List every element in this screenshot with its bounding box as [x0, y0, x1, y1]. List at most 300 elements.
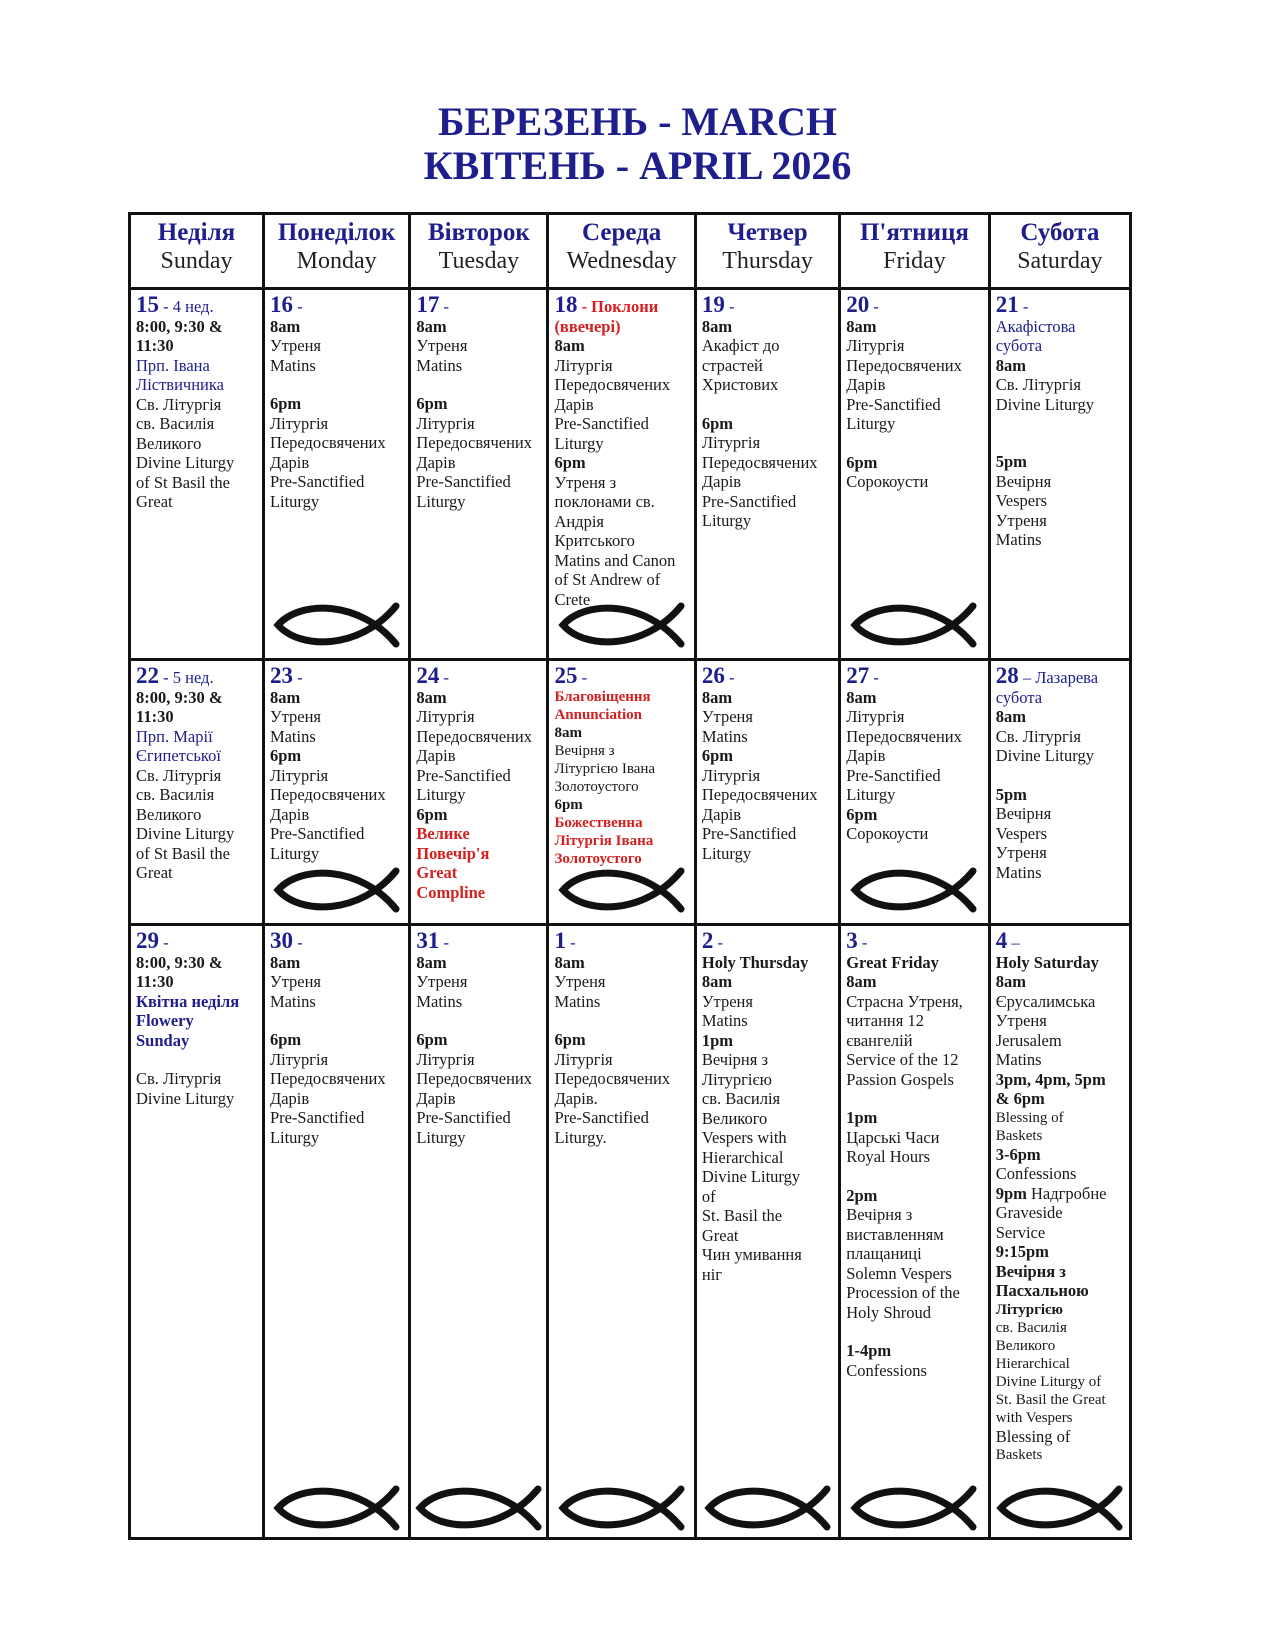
service-line: Утреня з — [554, 472, 617, 492]
service-line: Страсна Утреня, — [846, 991, 963, 1011]
service-line: Літургія — [416, 707, 475, 726]
day-number: 26 — [701, 663, 725, 688]
service-line: Дарів — [416, 746, 456, 765]
service-line: 3pm, 4pm, 5pm — [995, 1069, 1106, 1089]
day-heading — [554, 292, 689, 336]
ichthys-fish-icon — [557, 1485, 687, 1531]
service-line: Divine Liturgy — [136, 824, 235, 843]
service-line: Передосвячених — [701, 785, 818, 804]
service-line: субота — [995, 336, 1043, 355]
service-line: Дарів — [554, 394, 594, 414]
service-line: Літургія — [416, 413, 475, 433]
service-line: Pre-Sanctified — [701, 491, 797, 511]
service-line: Pre-Sanctified — [554, 1108, 649, 1127]
service-line: Liturgy — [701, 511, 752, 530]
service-line: Золотоустого — [554, 778, 639, 795]
weekday-ukrainian: П'ятниця — [859, 219, 969, 246]
service-line: Дарів — [416, 1088, 456, 1108]
calendar-day-cell — [840, 925, 990, 1539]
service-line: Сорокоусти — [846, 824, 929, 843]
service-line: Pre-Sanctified — [554, 414, 649, 433]
service-line: Great — [136, 492, 173, 511]
service-line: Передосвячених — [269, 433, 386, 452]
service-line: Royal Hours — [846, 1147, 931, 1166]
day-feast-label: - — [297, 668, 303, 687]
service-line: Pre-Sanctified — [846, 394, 941, 414]
service-line: 6pm — [554, 796, 583, 813]
ichthys-fish-icon — [849, 602, 979, 648]
service-line: 8am — [554, 724, 582, 741]
day-feast-label: - — [729, 297, 735, 316]
service-line: Pre-Sanctified — [416, 1108, 511, 1127]
weekday-header — [989, 214, 1130, 289]
service-line: Літургія — [554, 355, 613, 375]
service-line: Matins — [701, 1011, 748, 1030]
day-number: 25 — [554, 663, 578, 688]
service-line: Утреня — [416, 972, 468, 991]
service-line: Сорокоусти — [846, 472, 929, 491]
service-line: 11:30 — [136, 707, 174, 726]
service-line: Vespers — [995, 491, 1048, 510]
weekday-ukrainian: Субота — [1020, 219, 1100, 246]
service-line: Divine Liturgy — [136, 453, 235, 472]
service-line: Service — [995, 1222, 1046, 1242]
line-spacer — [846, 1322, 984, 1341]
service-line: 6pm — [701, 413, 734, 433]
calendar-day-cell — [410, 925, 548, 1539]
day-number: 16 — [269, 292, 293, 317]
service-line: 6pm — [416, 804, 448, 824]
day-number: 17 — [416, 292, 440, 317]
weekday-ukrainian: Неділя — [157, 219, 236, 246]
service-line: Передосвячених — [269, 1069, 386, 1088]
service-line: ніг — [701, 1264, 723, 1284]
service-line: Дарів — [269, 452, 310, 472]
service-line: Св. Літургія — [136, 394, 222, 414]
service-line: Matins — [416, 355, 463, 375]
day-heading — [701, 292, 834, 317]
service-line: Great — [701, 1225, 739, 1245]
calendar-day-cell — [130, 925, 264, 1539]
service-line: 8am — [554, 952, 585, 972]
service-line: Літургія — [269, 765, 329, 785]
service-line: 8am — [846, 687, 877, 707]
service-line: 6pm — [269, 1030, 302, 1049]
day-heading — [554, 928, 689, 953]
day-feast-label: - — [163, 933, 169, 952]
service-line: 8am — [416, 316, 447, 336]
service-line: Дарів — [701, 804, 742, 824]
service-line: Liturgy — [416, 491, 466, 511]
service-line: Holy Thursday — [701, 952, 809, 972]
service-line: Прп. Марії — [136, 726, 213, 746]
service-line: Liturgy — [846, 785, 896, 804]
service-line: Царські Часи — [846, 1127, 940, 1147]
day-feast-label: - Поклони (ввечері) — [554, 297, 659, 336]
ichthys-fish-icon — [557, 602, 687, 648]
service-line: 5pm — [995, 784, 1027, 804]
service-line: Divine Liturgy of — [995, 1373, 1102, 1390]
ichthys-fish-icon — [272, 1485, 402, 1531]
service-line: Передосвячених — [846, 726, 962, 746]
service-line: св. Василія — [136, 414, 215, 433]
service-line: 1-4pm — [846, 1341, 892, 1360]
line-spacer — [996, 766, 1125, 785]
service-line: Передосвячених — [554, 1069, 671, 1088]
calendar-day-cell — [695, 289, 839, 660]
day-feast-label: - 5 нед. — [163, 668, 214, 687]
service-line: Pre-Sanctified — [269, 824, 365, 843]
line-spacer — [996, 414, 1125, 433]
service-line: 1pm — [701, 1030, 734, 1050]
service-line: Liturgy — [269, 843, 320, 863]
weekday-ukrainian: Четвер — [727, 219, 808, 246]
service-line: Pre-Sanctified — [701, 824, 797, 843]
day-feast-label: - 4 нед. — [163, 297, 214, 316]
service-line: Золотоустого — [554, 850, 642, 867]
line-spacer — [416, 375, 542, 394]
service-line: Blessing of — [995, 1426, 1071, 1446]
service-line: Pre-Sanctified — [416, 472, 511, 491]
day-heading — [136, 663, 258, 688]
service-line: Літургія — [846, 336, 905, 355]
day-heading — [136, 928, 258, 953]
service-line: Вечірня — [995, 471, 1052, 491]
service-line: Христових — [701, 375, 779, 394]
weekday-header — [840, 214, 990, 289]
calendar-day-cell — [989, 289, 1130, 660]
line-spacer — [136, 1050, 258, 1069]
service-line: Matins — [995, 862, 1042, 882]
service-line: 6pm — [416, 1030, 448, 1049]
service-line: Акафістова — [995, 316, 1076, 336]
line-spacer — [554, 1011, 689, 1030]
service-line: Divine Liturgy — [701, 1167, 801, 1186]
service-line: св. Василія — [995, 1319, 1067, 1336]
ichthys-fish-icon — [557, 867, 687, 913]
service-line: Matins — [416, 991, 463, 1011]
service-line: 8:00, 9:30 & — [136, 952, 223, 972]
weekday-ukrainian: Вівторок — [428, 219, 530, 246]
service-line: Передосвячених — [554, 375, 671, 394]
day-feast-label: - — [717, 933, 723, 952]
service-line: Liturgy — [554, 433, 604, 453]
service-line: 5pm — [995, 452, 1027, 471]
service-line: Літургією — [995, 1301, 1063, 1318]
day-heading — [846, 663, 984, 688]
day-feast-label: - — [570, 933, 576, 952]
day-number: 29 — [136, 928, 159, 953]
service-line: Св. Літургія — [995, 375, 1081, 394]
service-line: of — [701, 1186, 716, 1206]
service-line: Утреня — [995, 1011, 1047, 1030]
ichthys-fish-icon — [703, 1485, 833, 1531]
service-line: св. Василія — [136, 785, 215, 804]
service-line: Annunciation — [554, 706, 642, 723]
calendar-day-cell — [130, 289, 264, 660]
weekday-header — [130, 214, 264, 289]
ichthys-fish-icon — [272, 867, 402, 913]
service-line: Liturgy — [846, 414, 896, 433]
service-line: Передосвячених — [701, 452, 818, 472]
service-line: Flowery — [136, 1011, 194, 1030]
ichthys-fish-icon — [995, 1485, 1125, 1531]
service-line: Вечірня з — [995, 1261, 1066, 1281]
service-line: Літургією — [701, 1069, 772, 1089]
service-line: 8am — [995, 355, 1026, 375]
weekday-english: Thursday — [722, 248, 813, 274]
day-heading — [416, 928, 542, 953]
service-line: 11:30 — [136, 972, 174, 991]
service-line: Great — [136, 863, 173, 882]
day-heading — [701, 663, 834, 688]
service-line: Вечірня — [995, 804, 1052, 823]
day-feast-label: - — [443, 297, 449, 316]
service-line: Hierarchical — [701, 1147, 784, 1167]
weekday-english: Friday — [883, 248, 946, 274]
calendar-title-line2: КВІТЕНЬ - APRIL 2026 — [423, 143, 852, 188]
service-line: Дарів — [269, 1088, 310, 1108]
service-line: Передосвячених — [416, 433, 533, 452]
service-line: Літургія — [269, 413, 329, 433]
service-line: Service of the 12 — [846, 1050, 959, 1069]
day-heading — [995, 928, 1125, 953]
service-line: Літургією Івана — [554, 760, 656, 777]
service-line: of St Andrew of — [554, 570, 661, 589]
service-line: Св. Літургія — [995, 726, 1081, 746]
weekday-ukrainian: Понеділок — [277, 219, 396, 246]
service-line: Vespers with — [701, 1128, 787, 1147]
weekday-english: Saturday — [1017, 248, 1103, 274]
service-line: Св. Літургія — [136, 1069, 222, 1088]
day-number: 27 — [846, 663, 870, 688]
service-line: Great Friday — [846, 952, 939, 972]
day-feast-label: – — [1011, 933, 1020, 952]
service-line: St. Basil the — [701, 1206, 783, 1225]
service-line: Liturgy — [269, 1127, 320, 1147]
service-line: Утреня — [269, 707, 322, 726]
service-line: Утреня — [701, 707, 753, 726]
service-line: Passion Gospels — [846, 1069, 954, 1089]
service-line: Jerusalem — [995, 1030, 1062, 1050]
service-line: Pre-Sanctified — [846, 765, 941, 785]
day-heading — [416, 292, 542, 317]
weekday-english: Wednesday — [566, 248, 677, 274]
service-line: 6pm — [269, 394, 302, 413]
service-line: Matins — [269, 991, 316, 1011]
service-line: Matins — [554, 991, 601, 1011]
service-line: 8am — [554, 336, 585, 355]
service-line: Передосвячених — [846, 355, 962, 375]
service-line: 8am — [995, 707, 1026, 726]
weekday-header — [263, 214, 409, 289]
calendar-week-row — [130, 289, 1131, 660]
service-line: Утреня — [701, 991, 753, 1011]
service-line: Передосвячених — [269, 785, 386, 804]
day-feast-label: - — [861, 933, 868, 952]
service-line: страстей — [701, 355, 763, 375]
ichthys-fish-icon — [414, 1485, 544, 1531]
service-line: Procession of the — [846, 1283, 960, 1302]
day-heading — [846, 292, 984, 317]
service-line: Pre-Sanctified — [269, 472, 365, 491]
service-line: Літургія — [701, 433, 761, 452]
service-line: Sunday — [136, 1030, 190, 1050]
weekday-english: Sunday — [160, 248, 233, 274]
weekday-ukrainian: Середа — [582, 219, 662, 246]
service-line: Matins — [995, 530, 1042, 549]
line-spacer — [702, 395, 834, 414]
service-line: Св. Літургія — [136, 765, 222, 785]
day-number: 3 — [846, 928, 858, 953]
service-line: Божественна — [554, 814, 643, 831]
day-feast-label: - — [297, 933, 303, 952]
line-spacer — [416, 1011, 542, 1030]
service-line: Передосвячених — [416, 726, 533, 746]
day-feast-label: - — [581, 668, 588, 687]
day-number: 20 — [846, 292, 870, 317]
day-number: 23 — [269, 663, 293, 688]
service-line: Великого — [136, 433, 202, 453]
service-line: Великого — [701, 1108, 768, 1128]
service-line: Matins — [701, 726, 748, 746]
service-line: Дарів — [701, 472, 742, 491]
service-line: св. Василія — [701, 1089, 781, 1108]
service-line: Вечірня з — [554, 742, 615, 759]
service-line: читання 12 — [846, 1011, 924, 1030]
service-line: Критського — [554, 531, 635, 550]
service-line: Дарів — [416, 452, 456, 472]
service-line: Великого — [136, 804, 202, 824]
service-line: & 6pm — [995, 1089, 1045, 1108]
day-heading — [554, 663, 689, 688]
day-number: 4 — [995, 928, 1008, 953]
day-number: 18 — [554, 292, 578, 317]
service-line: Baskets — [995, 1447, 1043, 1463]
service-line: Літургія — [269, 1049, 329, 1069]
service-line: Holy Saturday — [995, 952, 1099, 972]
service-line: 8am — [701, 316, 733, 336]
weekday-header — [695, 214, 839, 289]
service-line: 9pm Надгробне — [995, 1183, 1107, 1203]
service-line: Акафіст до — [701, 336, 780, 355]
service-line: of St Basil the — [136, 472, 230, 492]
day-feast-label: - — [1022, 297, 1029, 316]
service-line: Єрусалимська — [995, 991, 1096, 1011]
service-line: Compline — [416, 882, 486, 902]
service-line: 6pm — [269, 746, 302, 765]
service-line: 8am — [701, 972, 733, 991]
calendar-day-cell — [548, 660, 695, 925]
service-line: 3-6pm — [995, 1144, 1041, 1164]
day-heading — [269, 663, 404, 688]
service-line: 8am — [995, 972, 1026, 991]
calendar-day-cell — [989, 925, 1130, 1539]
calendar-day-cell — [410, 289, 548, 660]
service-line: Чин умивання — [701, 1245, 802, 1264]
service-line: Matins and Canon — [554, 550, 676, 570]
calendar-day-cell — [263, 289, 409, 660]
service-line: Divine Liturgy — [995, 394, 1094, 414]
service-line: Літургія Івана — [554, 832, 654, 849]
service-line: Pre-Sanctified — [416, 765, 511, 785]
service-line: виставленням — [846, 1224, 944, 1244]
calendar-day-cell — [130, 660, 264, 925]
day-heading — [269, 292, 404, 317]
day-heading — [136, 292, 258, 317]
service-line: Єгипетської — [136, 746, 221, 765]
service-line: Дарів — [846, 746, 886, 765]
service-line: Благовіщення — [554, 688, 651, 705]
ichthys-fish-icon — [849, 867, 979, 913]
calendar-week-row — [130, 925, 1131, 1539]
service-line: Дарів — [846, 375, 886, 394]
service-line: Квітна неділя — [136, 991, 240, 1011]
service-line: 8am — [416, 952, 447, 972]
service-line: Дарів. — [554, 1088, 598, 1108]
day-number: 19 — [701, 292, 725, 317]
service-line: 6pm — [554, 453, 586, 472]
service-line: Liturgy — [269, 491, 320, 511]
service-line: Повечір'я — [416, 843, 490, 863]
day-feast-label: - — [873, 668, 879, 687]
service-line: Baskets — [995, 1127, 1043, 1144]
service-line: 6pm — [554, 1030, 586, 1049]
calendar-day-cell — [695, 925, 839, 1539]
service-line: Blessing of — [995, 1109, 1064, 1126]
service-line: Liturgy — [416, 1127, 466, 1147]
service-line: Передосвячених — [416, 1069, 533, 1088]
service-line: Утреня — [995, 843, 1047, 862]
service-line: 6pm — [416, 394, 448, 413]
service-line: Great — [416, 863, 458, 882]
service-line: 8am — [701, 687, 733, 707]
service-line: 8am — [846, 972, 877, 991]
service-line: Велике — [416, 824, 470, 843]
service-line: 8am — [269, 316, 301, 336]
day-heading — [995, 663, 1125, 707]
service-line: Divine Liturgy — [995, 746, 1094, 765]
weekday-header — [410, 214, 548, 289]
day-feast-label: - — [873, 297, 879, 316]
service-line: Пасхальною — [995, 1281, 1089, 1300]
day-number: 22 — [136, 663, 159, 688]
service-line: 6pm — [846, 804, 878, 824]
service-line: Утреня — [269, 336, 322, 355]
calendar-day-cell — [263, 660, 409, 925]
line-spacer — [846, 434, 984, 453]
service-line: 8:00, 9:30 & — [136, 316, 223, 336]
day-number: 31 — [416, 928, 440, 953]
service-line: 9:15pm — [995, 1242, 1049, 1261]
service-line: Вечірня з — [701, 1050, 768, 1069]
line-spacer — [846, 1089, 984, 1108]
day-feast-label: - — [297, 297, 303, 316]
calendar-day-cell — [548, 289, 695, 660]
service-line: of St Basil the — [136, 843, 230, 863]
service-line: 1pm — [846, 1108, 878, 1127]
calendar-day-cell — [263, 925, 409, 1539]
service-line: 11:30 — [136, 336, 174, 355]
service-line: 2pm — [846, 1185, 878, 1205]
day-heading — [416, 663, 542, 688]
service-line: Ліствичника — [136, 375, 224, 394]
service-line: поклонами св. — [554, 492, 655, 511]
calendar-day-cell — [695, 660, 839, 925]
service-line: Matins — [269, 355, 316, 375]
line-spacer — [846, 1167, 984, 1186]
service-line: 8am — [846, 316, 877, 336]
